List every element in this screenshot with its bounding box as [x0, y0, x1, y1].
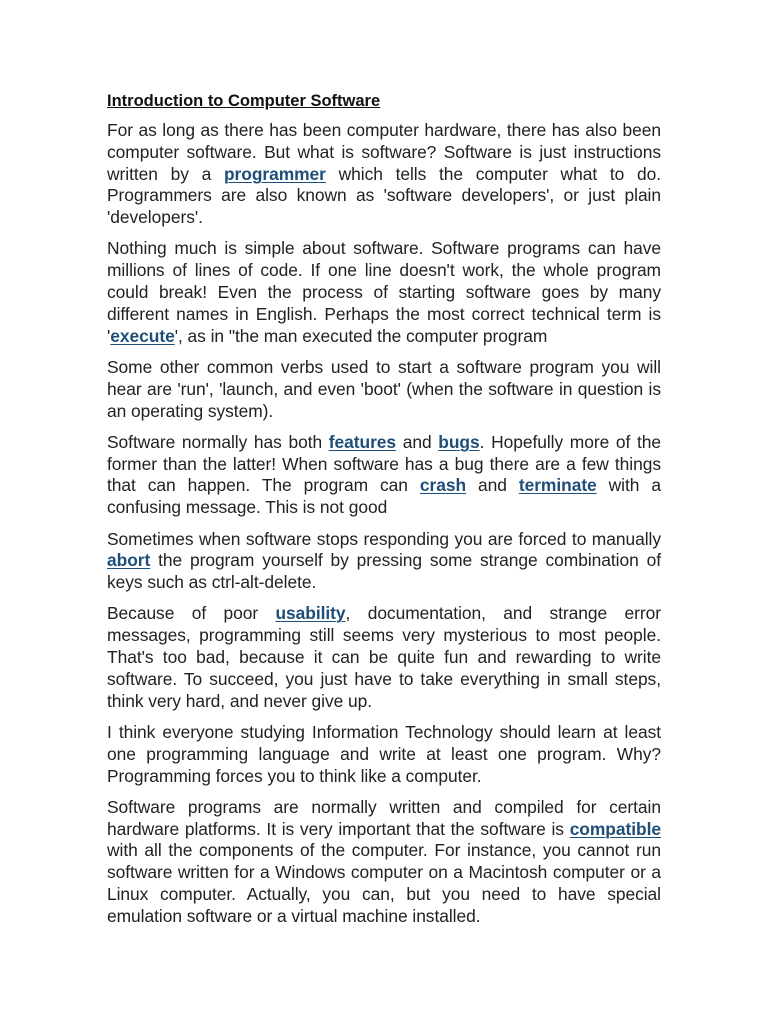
paragraph-text: . Hopefully more of the former than the latter! When software has a bug there are a few things that can happen. The program can [107, 431, 661, 496]
paragraph [107, 797, 661, 928]
paragraph-text: Because of poor [107, 603, 276, 624]
paragraph-text: ', as in "the man executed the computer program [174, 325, 548, 346]
paragraph-text: Sometimes when software stops responding you are forced to manually [107, 528, 661, 549]
paragraph [107, 357, 661, 422]
paragraph-text: I think everyone studying Information Technology should learn at least one programming language and write at least one program. Why? Programming forces you to think like a computer. [107, 721, 661, 786]
paragraph [107, 603, 661, 712]
paragraph-text: Software normally has both [107, 431, 329, 452]
paragraph [107, 529, 661, 594]
link-bugs[interactable]: bugs [438, 431, 480, 452]
paragraph-text: Some other common verbs used to start a software program you will hear are 'run', 'launch, and even 'boot' (when the software in question is an operating system). [107, 356, 661, 421]
paragraph-text: For as long as there has been computer hardware, there has also been computer software. But what is software? Software is just instructions written by a [107, 120, 661, 184]
paragraph-text: Nothing much is simple about software. Software programs can have millions of lines of code. If one line doesn't work, the whole program could break! Even the process of starting software goes by many different names in English. Perhaps the most correct technical term is ' [107, 238, 661, 346]
paragraph [107, 432, 661, 519]
link-features[interactable]: features [328, 431, 397, 452]
link-programmer[interactable]: programmer [223, 163, 326, 184]
link-abort[interactable]: abort [107, 550, 151, 571]
paragraph-text: with all the components of the computer. For instance, you cannot run software written for a Windows computer on a Macintosh computer or a Linux computer. Actually, you can, but you need to have special emulation software or a virtual machine installed. [107, 840, 661, 926]
link-crash[interactable]: crash [419, 475, 467, 496]
paragraph [107, 120, 661, 229]
paragraph [107, 722, 661, 787]
paragraph-text: and [466, 475, 519, 496]
link-terminate[interactable]: terminate [518, 475, 597, 496]
paragraph-text: , documentation, and strange error messages, programming still seems very mysterious to most people. That's too bad, because it can be quite fun and rewarding to write software. To succeed, you just have to take everything in small steps, think very hard, and never give up. [107, 603, 661, 711]
paragraph [107, 238, 661, 347]
document-page [107, 90, 661, 937]
document-body [107, 120, 661, 928]
link-compatible[interactable]: compatible [569, 818, 661, 839]
paragraph-text: with a confusing message. This is not good [107, 475, 661, 518]
link-usability[interactable]: usability [275, 603, 346, 624]
link-execute[interactable]: execute [110, 325, 175, 346]
paragraph-text: Software programs are normally written and compiled for certain hardware platforms. It is very important that the software is [107, 796, 661, 839]
paragraph-text: and [396, 431, 439, 452]
page-title: Introduction to Computer Software [107, 92, 381, 110]
paragraph-text: the program yourself by pressing some strange combination of keys such as ctrl-alt-delete. [107, 550, 661, 593]
paragraph-text: which tells the computer what to do. Programmers are also known as 'software developers', or just plain 'developers'. [107, 163, 661, 228]
